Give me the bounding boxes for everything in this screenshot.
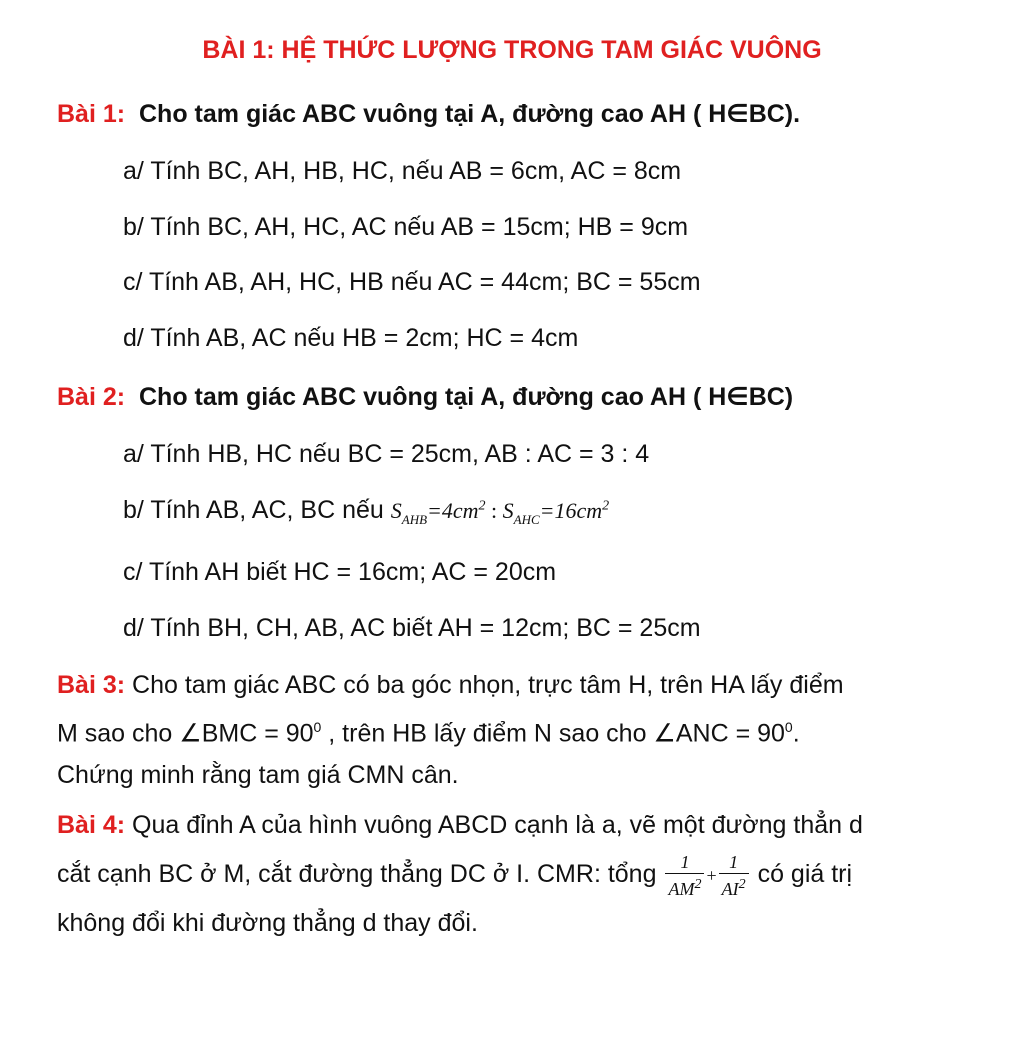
bai1-item-d: d/ Tính AB, AC nếu HB = 2cm; HC = 4cm: [123, 324, 579, 352]
bai1-heading: [57, 99, 800, 129]
bai3-paragraph: Bài 3: Cho tam giác ABC có ba góc nhọn, trực tâm H, trên HA lấy điểm M sao cho ∠BMC = $90^0$ , trên HB lấy điểm N sao cho ∠ANC = $90^0$. Chứng minh rằng tam giá CMN cân.: [57, 671, 844, 790]
bai2-text: Cho tam giác ABC vuông tại A, đường cao AH ( H∈BC): [139, 383, 794, 411]
bai2-item-d: d/ Tính BH, CH, AB, AC biết AH = 12cm; BC = 25cm: [123, 614, 701, 642]
bai4-label: Bài 4:: [57, 811, 126, 839]
bai1-item-c: c/ Tính AB, AH, HC, HB nếu AC = 44cm; BC = 55cm: [123, 268, 701, 296]
bai4-paragraph: Bài 4: Qua đỉnh A của hình vuông ABCD cạnh là a, vẽ một đường thẳn d cắt cạnh BC ở M, cắt đường thẳng DC ở I. CMR: tổng $\frac{1}{AM^2}$ + $\frac{1}{AI^2}$ có giá trị không đổi khi đường thẳng d thay đổi.: [57, 804, 972, 944]
bai2-item-b: [123, 496, 609, 528]
bai2-label: Bài 2:: [57, 383, 126, 411]
area-formula: $S_{AHB}=4cm^2$ : $S_{AHC}=16cm^2$: [390, 498, 610, 527]
bai2-heading: [57, 382, 793, 412]
bai2-item-a: a/ Tính HB, HC nếu BC = 25cm, AB : AC = 3 : 4: [123, 440, 650, 468]
bai2-item-b-text: b/ Tính AB, AC, BC nếu: [123, 496, 384, 524]
bai1-label: Bài 1:: [57, 100, 126, 128]
page-title: BÀI 1: HỆ THỨC LƯỢNG TRONG TAM GIÁC VUÔNG: [202, 36, 822, 64]
bai4-line2: cắt cạnh BC ở M, cắt đường thẳng DC ở I. CMR: tổng $\frac{1}{AM^2}$ + $\frac{1}{AI^2}$ có giá trị: [57, 851, 853, 899]
bai1-text: Cho tam giác ABC vuông tại A, đường cao AH ( H∈BC).: [139, 100, 801, 128]
bai1-item-a: a/ Tính BC, AH, HB, HC, nếu AB = 6cm, AC = 8cm: [123, 157, 682, 185]
bai3-label: Bài 3:: [57, 671, 126, 699]
fraction-am: $\frac{1}{AM^2}$: [665, 851, 704, 900]
bai1-item-b: b/ Tính BC, AH, HC, AC nếu AB = 15cm; HB = 9cm: [123, 213, 689, 241]
bai2-item-c: c/ Tính AH biết HC = 16cm; AC = 20cm: [123, 558, 557, 586]
fraction-ai: $\frac{1}{AI^2}$: [719, 851, 749, 900]
